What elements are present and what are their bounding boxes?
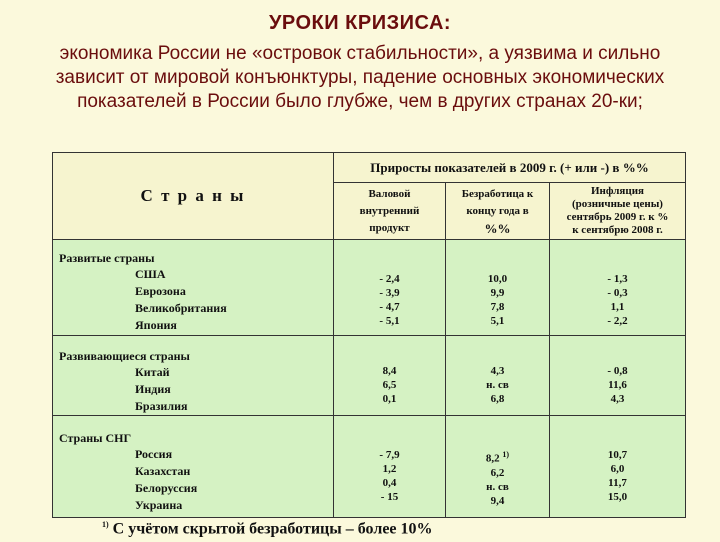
unemployment-value: 10,0 bbox=[487, 273, 508, 285]
inflation-value: 6,0 bbox=[610, 463, 625, 475]
inflation-value: 10,7 bbox=[607, 449, 628, 461]
country-eurozone: Еврозона bbox=[135, 284, 186, 298]
footnote bbox=[102, 520, 433, 538]
inflation-value: - 1,3 bbox=[607, 273, 628, 285]
unemployment-developing bbox=[445, 335, 549, 415]
gdp-header-line-2: внутренний bbox=[359, 204, 420, 217]
inflation-value: 11,6 bbox=[608, 379, 627, 391]
unemployment-value-russia bbox=[446, 448, 549, 466]
group-name-cis: Страны СНГ bbox=[59, 431, 132, 445]
inflation-value: 11,7 bbox=[608, 477, 627, 489]
country-russia: Россия bbox=[135, 447, 173, 461]
group-cis-countries bbox=[53, 415, 333, 517]
inflation-value: 15,0 bbox=[607, 491, 628, 503]
country-japan: Япония bbox=[135, 318, 177, 332]
inflation-header-line-4: к сентябрю 2008 г. bbox=[572, 224, 663, 236]
country-kazakhstan: Казахстан bbox=[135, 464, 191, 478]
gdp-cis bbox=[333, 415, 445, 517]
unemployment-value: 6,2 bbox=[490, 466, 505, 479]
unemployment-value: 8,2 bbox=[485, 452, 500, 465]
lead-line-2: зависит от мировой конъюнктуры, падение основных экономических bbox=[55, 67, 665, 88]
gdp-value: 0,4 bbox=[382, 477, 397, 489]
unemployment-value: 9,4 bbox=[490, 494, 505, 507]
gdp-value: - 4,7 bbox=[379, 301, 400, 313]
country-uk: Великобритания bbox=[135, 301, 227, 315]
inflation-cis bbox=[549, 415, 685, 517]
inflation-developing bbox=[549, 335, 685, 415]
gdp-header-line-1: Валовой bbox=[368, 187, 411, 200]
indicators-group-header: Приросты показателей в 2009 г. (+ или -) в %% bbox=[333, 153, 685, 183]
inflation-value: - 0,8 bbox=[607, 365, 628, 377]
unemployment-value: н. св bbox=[486, 379, 509, 391]
unemployment-cis bbox=[445, 415, 549, 517]
inflation-developed bbox=[549, 239, 685, 335]
gdp-developing bbox=[333, 335, 445, 415]
group-developed-countries bbox=[53, 239, 333, 335]
group-developing-countries bbox=[53, 335, 333, 415]
unemployment-value: 9,9 bbox=[490, 287, 505, 299]
country-usa: США bbox=[135, 267, 166, 281]
lead-line-3: показателей в России было глубже, чем в других странах 20-ки; bbox=[77, 91, 643, 112]
footnote-text: С учётом скрытой безработицы – более 10% bbox=[112, 520, 433, 538]
unemployment-value: 6,8 bbox=[490, 393, 505, 405]
gdp-value: - 3,9 bbox=[379, 287, 400, 299]
inflation-value: - 0,3 bbox=[607, 287, 628, 299]
lead-line-1: экономика России не «островок стабильности», а уязвима и сильно bbox=[59, 43, 661, 64]
country-china: Китай bbox=[135, 365, 170, 379]
gdp-value: 8,4 bbox=[382, 365, 397, 377]
inflation-column-header bbox=[549, 183, 685, 239]
gdp-value: 0,1 bbox=[382, 393, 397, 405]
unemployment-header-line-1: Безработица к bbox=[461, 187, 534, 200]
footnote-ref-mark: 1) bbox=[502, 450, 510, 459]
gdp-developed bbox=[333, 239, 445, 335]
countries-header: С т р а н ы bbox=[53, 153, 333, 239]
inflation-value: - 2,2 bbox=[607, 315, 628, 327]
gdp-value: - 7,9 bbox=[379, 449, 400, 461]
group-name-developing: Развивающиеся страны bbox=[59, 349, 190, 363]
gdp-value: 6,5 bbox=[382, 379, 397, 391]
gdp-value: - 5,1 bbox=[379, 315, 400, 327]
unemployment-column-header bbox=[445, 183, 549, 239]
gdp-header-line-3: продукт bbox=[369, 221, 410, 234]
lead-text bbox=[20, 42, 700, 114]
country-india: Индия bbox=[135, 382, 171, 396]
growth-table bbox=[52, 152, 686, 518]
gdp-value: - 2,4 bbox=[379, 273, 400, 285]
country-belarus: Белоруссия bbox=[135, 481, 198, 495]
slide-title: УРОКИ КРИЗИСА: bbox=[268, 12, 452, 34]
unemployment-value: 5,1 bbox=[490, 315, 505, 327]
unemployment-value: 4,3 bbox=[490, 365, 505, 377]
gdp-value: 1,2 bbox=[382, 463, 397, 475]
unemployment-header-line-3: %% bbox=[484, 220, 511, 236]
inflation-header-line-1: Инфляция bbox=[591, 185, 644, 197]
unemployment-developed bbox=[445, 239, 549, 335]
gdp-column-header bbox=[333, 183, 445, 239]
unemployment-value: 7,8 bbox=[490, 301, 505, 313]
inflation-header-line-2: (розничные цены) bbox=[572, 198, 663, 210]
unemployment-header-line-2: концу года в bbox=[466, 204, 529, 217]
group-name-developed: Развитые страны bbox=[59, 251, 155, 265]
unemployment-value: н. св bbox=[486, 480, 509, 493]
inflation-value: 4,3 bbox=[610, 393, 625, 405]
country-brazil: Бразилия bbox=[135, 399, 188, 413]
inflation-header-line-3: сентябрь 2009 г. к % bbox=[566, 211, 669, 223]
gdp-value: - 15 bbox=[380, 491, 399, 503]
country-ukraine: Украина bbox=[135, 498, 183, 512]
inflation-value: 1,1 bbox=[610, 301, 625, 313]
footnote-mark: 1) bbox=[102, 520, 109, 529]
